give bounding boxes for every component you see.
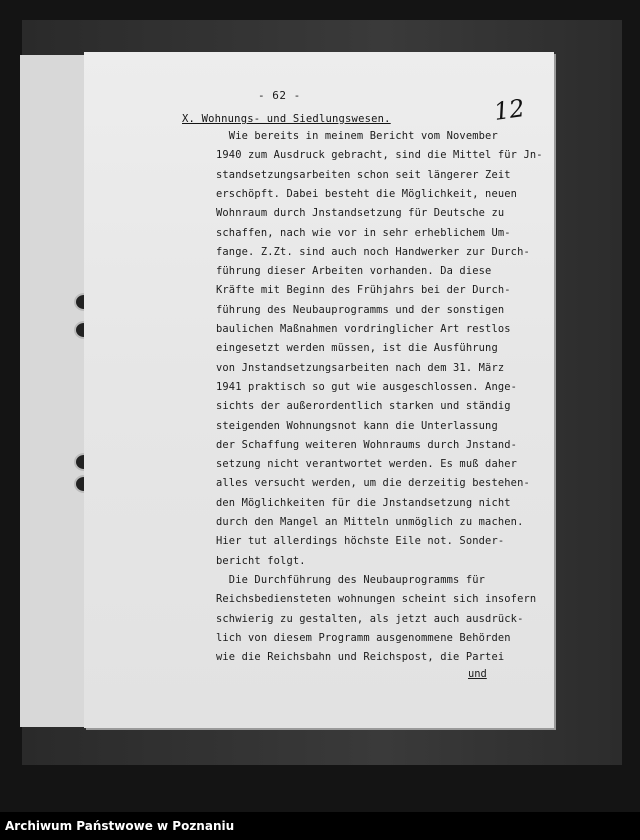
text-line: Hier tut allerdings höchste Eile not. Sonder- (216, 535, 505, 548)
text-line: führung des Neubauprogramms und der sonstigen (216, 303, 505, 316)
text-line: schwierig zu gestalten, als jetzt auch ausdrück- (216, 612, 524, 625)
text-line: wie die Reichsbahn und Reichspost, die Partei (216, 651, 505, 664)
text-line: Wohnraum durch Jnstandsetzung für Deutsche zu (216, 207, 505, 220)
text-line: fange. Z.Zt. sind auch noch Handwerker zur Durch- (216, 245, 530, 258)
text-line: steigenden Wohnungsnot kann die Unterlassung (216, 419, 498, 432)
folio-mark: 12 (492, 94, 527, 126)
catchword: und (468, 668, 487, 680)
text-line: lich von diesem Programm ausgenommene Behörden (216, 631, 511, 644)
text-line: Reichsbediensteten wohnungen scheint sich insofern (216, 593, 537, 606)
text-line: sichts der außerordentlich starken und ständig (216, 400, 511, 413)
text-line: erschöpft. Dabei besteht die Möglichkeit, neuen (216, 187, 518, 200)
text-line: alles versucht werden, um die derzeitig bestehen- (216, 477, 530, 490)
text-line: durch den Mangel an Mitteln unmöglich zu machen. (216, 516, 524, 528)
text-line: Wie bereits in meinem Bericht vom November (216, 130, 498, 142)
section-heading: X. Wohnungs- und Siedlungswesen. (182, 113, 391, 125)
text-line: eingesetzt werden müssen, ist die Ausführung (216, 342, 498, 355)
text-line: führung dieser Arbeiten vorhanden. Da diese (216, 265, 492, 278)
text-line: baulichen Maßnahmen vordringlicher Art restlos (216, 323, 511, 335)
page-number: - 62 - (258, 89, 301, 102)
text-line: Die Durchführung des Neubauprogramms für (216, 573, 486, 586)
text-line: setzung nicht verantwortet werden. Es muß daher (216, 458, 518, 471)
text-line: den Möglichkeiten für die Jnstandsetzung nicht (216, 496, 511, 509)
text-line: bericht folgt. (216, 554, 306, 567)
text-line: Kräfte mit Beginn des Frühjahrs bei der Durch- (216, 284, 511, 297)
text-line: standsetzungsarbeiten schon seit längerer Zeit (216, 168, 511, 181)
text-line: 1941 praktisch so gut wie ausgeschlossen. Ange- (216, 380, 518, 393)
text-line: 1940 zum Ausdruck gebracht, sind die Mittel für Jn- (216, 149, 543, 162)
text-line: von Jnstandsetzungsarbeiten nach dem 31. März (216, 361, 505, 374)
archive-name: Archiwum Państwowe w Poznaniu (5, 819, 235, 833)
archive-footer (0, 812, 640, 840)
binding-strip (20, 55, 91, 727)
text-line: der Schaffung weiteren Wohnraums durch Jnstand- (216, 438, 518, 451)
text-line: schaffen, nach wie vor in sehr erheblichem Um- (216, 226, 511, 239)
